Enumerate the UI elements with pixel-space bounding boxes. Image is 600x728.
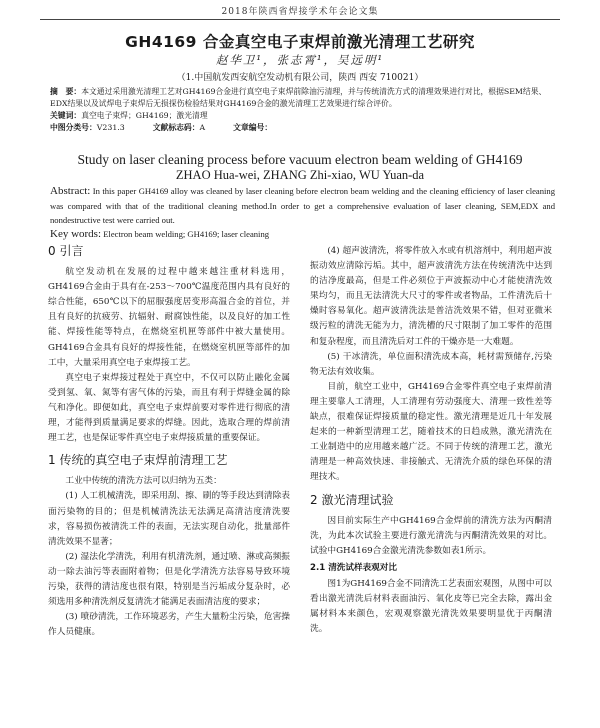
section-2-heading: 2 激光清理试验 — [310, 492, 394, 507]
section-1-heading: 1 传统的真空电子束焊前清理工艺 — [48, 453, 228, 468]
paragraph: 真空电子束焊接过程处于真空中，不仅可以防止融化金属受到氢、氧、氮等有害气体的污染，而且有利于焊缝金属的除气和净化。即便如此，真空电子束焊前要对零件进行彻底的清理，才能得到质量满足要求的焊缝。因此，选取合理的焊前清理工艺，也是保证零件真空电子束焊接质量的重要保证。 — [48, 372, 290, 444]
paragraph: (3) 喷砂清洗，工作环境恶劣，产生大量粉尘污染，危害操作人员健康。 — [48, 612, 290, 638]
document-code: 文献标志码：A — [152, 123, 206, 132]
header-rule — [40, 19, 560, 20]
chinese-authors: 赵华卫¹，张志霄¹，吴远明¹ — [215, 53, 385, 67]
paragraph: 图1为GH4169合金不同清洗工艺表面宏观图，从图中可以看出激光清洗后材料表面油污、氧化皮等已完全去除，露出金属材料本来颜色，宏观观察激光清洗效果要明显优于丙酮清洗。 — [310, 578, 552, 635]
chinese-affiliation: （1.中国航发西安航空发动机有限公司，陕西 西安 710021） — [176, 73, 424, 83]
paragraph: 因目前实际生产中GH4169合金焊前的清洗方法为丙酮清洗，为此本次试验主要进行激光清洗与丙酮清洗效果的对比。试验中GH4169合金激光清洗参数如表1所示。 — [310, 515, 552, 556]
english-abstract — [50, 184, 555, 228]
paragraph: 目前，航空工业中，GH4169合金零件真空电子束焊前清理主要靠人工清理，人工清理有劳动强度大、清理一致性差等缺点，很难保证焊接质量的稳定性。激光清理是近几十年发展起来的一种新型清理工艺，随着技术的日趋成熟，激光清洗在工业制造中的应用越来越广泛。不同于传统的清理工艺，激光清理是一种高效快速、非接触式、无清洗介质的绿色环保的清理技术。 — [310, 381, 552, 483]
subsection-2-1-heading: 2.1 清洗试样表观对比 — [310, 562, 397, 573]
english-keywords-label: Key words: — [50, 228, 102, 240]
paragraph: (1) 人工机械清洗，即采用刮、擦、刷的等手段达到清除表面污染物的目的；但是机械清洗法无法满足高清洁度清洗要求，容易损伤被清洗工件的表面，无法实现自动化，批量部件清洗效果不显著； — [48, 491, 290, 547]
chinese-keywords — [50, 110, 550, 122]
section-0-heading: 0 引言 — [48, 244, 84, 258]
paragraph: (5) 干冰清洗，单位面积清洗成本高，耗材需预储存,污染物无法有效收集。 — [310, 351, 552, 377]
english-authors: ZHAO Hua-wei, ZHANG Zhi-xiao, WU Yuan-da — [175, 168, 425, 182]
left-column — [48, 244, 290, 640]
paragraph: 航空发动机在发展的过程中越来越注重材料选用，GH4169合金由于具有在-253～700℃温度范围内具有良好的综合性能，650℃以下的屈服强度居变形高温合金的首位，并且有良好的抗疲劳、抗辐射、耐腐蚀性能，以及良好的加工性能、焊接性能等特点，在燃烧室机匣等部件中被大量使用。GH4169合金具有良好的焊接性能，在燃烧室机匣等部件的加工中，大量采用真空电子束焊接工艺。 — [48, 267, 290, 368]
clc-number: 中图分类号：V231.3 — [50, 123, 125, 132]
chinese-abstract — [50, 86, 550, 110]
running-header: 2018年陕西省焊接学术年会论文集 — [221, 7, 379, 17]
english-abstract-text: In this paper GH4169 alloy was cleaned by laser cleaning before electron beam welding and the cleaning efficiency of laser cleaning was compared with that of the traditional cleaning method.In order to get a comprehensive evaluation of laser cleaning, SEM,EDX and nondestructive test were carried out. — [50, 186, 555, 225]
classification-row — [50, 122, 550, 134]
english-keywords-text: Electron beam welding; GH4169; laser cleaning — [103, 229, 270, 239]
paragraph: (2) 湿法化学清洗，利用有机清洗剂，通过喷、淋或高频振动一除去油污等表面附着物；但是化学清洗方法容易导致环境污染，获得的清洁度也很有限，特别是当污垢成分复杂时，必须选用多种清洗剂反复清洗才能满足表面清洁度的要求； — [48, 551, 290, 608]
english-abstract-label: Abstract: — [50, 185, 91, 197]
chinese-abstract-block — [50, 86, 550, 134]
abstract-text: 本文通过采用激光清理工艺对GH4169合金进行真空电子束焊前除油污清理，并与传统清洗方式的清理效果进行对比，根据SEM结果、EDX结果以及试焊电子束焊后无损探伤检验结果对GH4169合金的激光清理工艺效果进行综合评价。 — [50, 87, 547, 108]
keywords-label: 关键词： — [50, 111, 82, 120]
article-number: 文章编号： — [233, 123, 273, 132]
english-keywords — [50, 228, 555, 240]
right-column — [310, 244, 552, 637]
chinese-title: GH4169 合金真空电子束焊前激光清理工艺研究 — [125, 33, 475, 51]
paragraph: 工业中传统的清洗方法可以归纳为五类： — [65, 476, 222, 487]
keywords-text: 真空电子束焊；GH4169；激光清理 — [81, 111, 208, 120]
english-title: Study on laser cleaning process before vacuum electron beam welding of GH4169 — [77, 152, 523, 167]
abstract-label: 摘 要： — [50, 87, 82, 96]
paragraph: (4) 超声波清洗，将零件放入水或有机溶剂中，利用超声波振动效应清除污垢。其中，超声波清洗方法在传统清洗中达到的洁净度最高，但是工件必须位于声波振动中心才能使清洗效果均匀，而且无法清洗大尺寸的零件或者物品，工件清洗后十燥时容易氧化。超声波清洗法是普洁洗效果不错，但对亚微米级污粒的清洗无能为力，清洗槽的尺寸限制了加工零件的范围和复杂程度，而且清洗后对工件的干燥亦是一大难题。 — [310, 246, 552, 347]
